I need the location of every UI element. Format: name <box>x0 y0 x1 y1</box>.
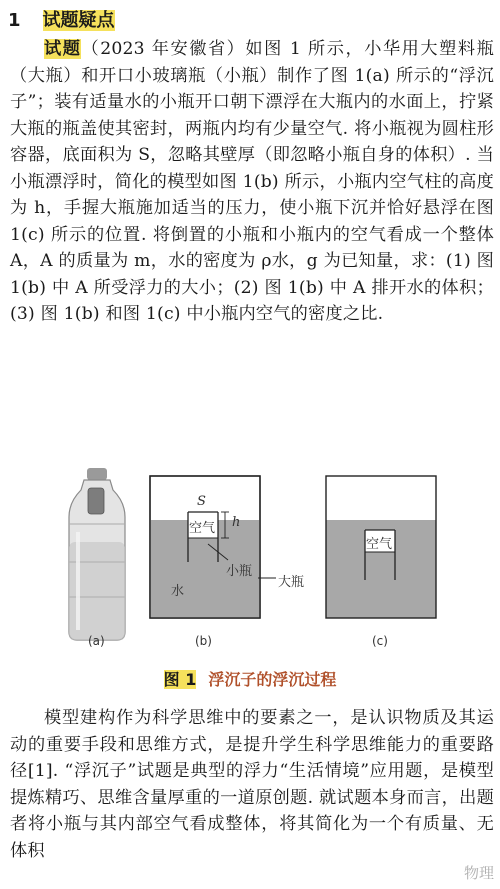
label-air-c: 空气 <box>366 537 393 552</box>
caption-a: (a) <box>88 634 105 648</box>
label-h: h <box>232 515 241 530</box>
question-label: 试题 <box>44 39 82 59</box>
figure-number: 图 1 <box>163 670 197 689</box>
bottle-illustration <box>69 468 125 640</box>
label-small-bottle: 小瓶 <box>226 564 253 579</box>
label-s: S <box>197 494 206 509</box>
figure-1 <box>0 462 500 662</box>
caption-c: (c) <box>372 634 388 648</box>
section-title: 试题疑点 <box>42 10 115 31</box>
question-text: （2023 年安徽省）如图 1 所示，小华用大塑料瓶（大瓶）和开口小玻璃瓶（小瓶）制作了图 1(a) 所示的“浮沉子”；装有适量水的小瓶开口朝下漂浮在大瓶内的水面上，拧紧大瓶的瓶盖使其密封，两瓶内均有少量空气. 将小瓶视为圆柱形容器，底面积为 S，忽略其壁厚（即忽略小瓶自身的体积）. 当小瓶漂浮时，简化的模型如图 1(b) 所示，小瓶内空气柱的高度为 h，手握大瓶施加适当的压力，使小瓶下沉并恰好悬浮在图 1(c) 所示的位置. 将倒置的小瓶和小瓶内的空气看成一个整体 A，A 的质量为 m，水的密度为 ρ水，g 为已知量，求：(1) 图 1(b) 中 A 所受浮力的大小；(2) 图 1(b) 中 A 排开水的体积；(3) 图 1(b) 和图 1(c) 中小瓶内空气的密度之比. <box>10 39 494 324</box>
figure-title <box>0 667 500 690</box>
figure-title-text: 浮沉子的浮沉过程 <box>208 670 337 689</box>
question-paragraph <box>10 36 494 328</box>
body-paragraph: 模型建构作为科学思维中的要素之一，是认识物质及其运动的重要手段和思维方式，是提升学生科学思维能力的重要路径[1]. “浮沉子”试题是典型的浮力“生活情境”应用题，是模型提炼精巧、思维含量厚重的一道原创题. 就试题本身而言，出题者将小瓶与其内部空气看成整体，将其简化为一个有质量、无体积 <box>10 708 494 861</box>
diagram-b <box>150 476 276 618</box>
caption-b: (b) <box>195 634 212 648</box>
label-air-b: 空气 <box>189 521 216 536</box>
label-big-bottle: 大瓶 <box>278 575 305 590</box>
label-water: 水 <box>171 584 185 599</box>
section-heading <box>8 6 115 32</box>
section-number: 1 <box>8 10 21 31</box>
watermark: 物理 <box>463 864 494 882</box>
